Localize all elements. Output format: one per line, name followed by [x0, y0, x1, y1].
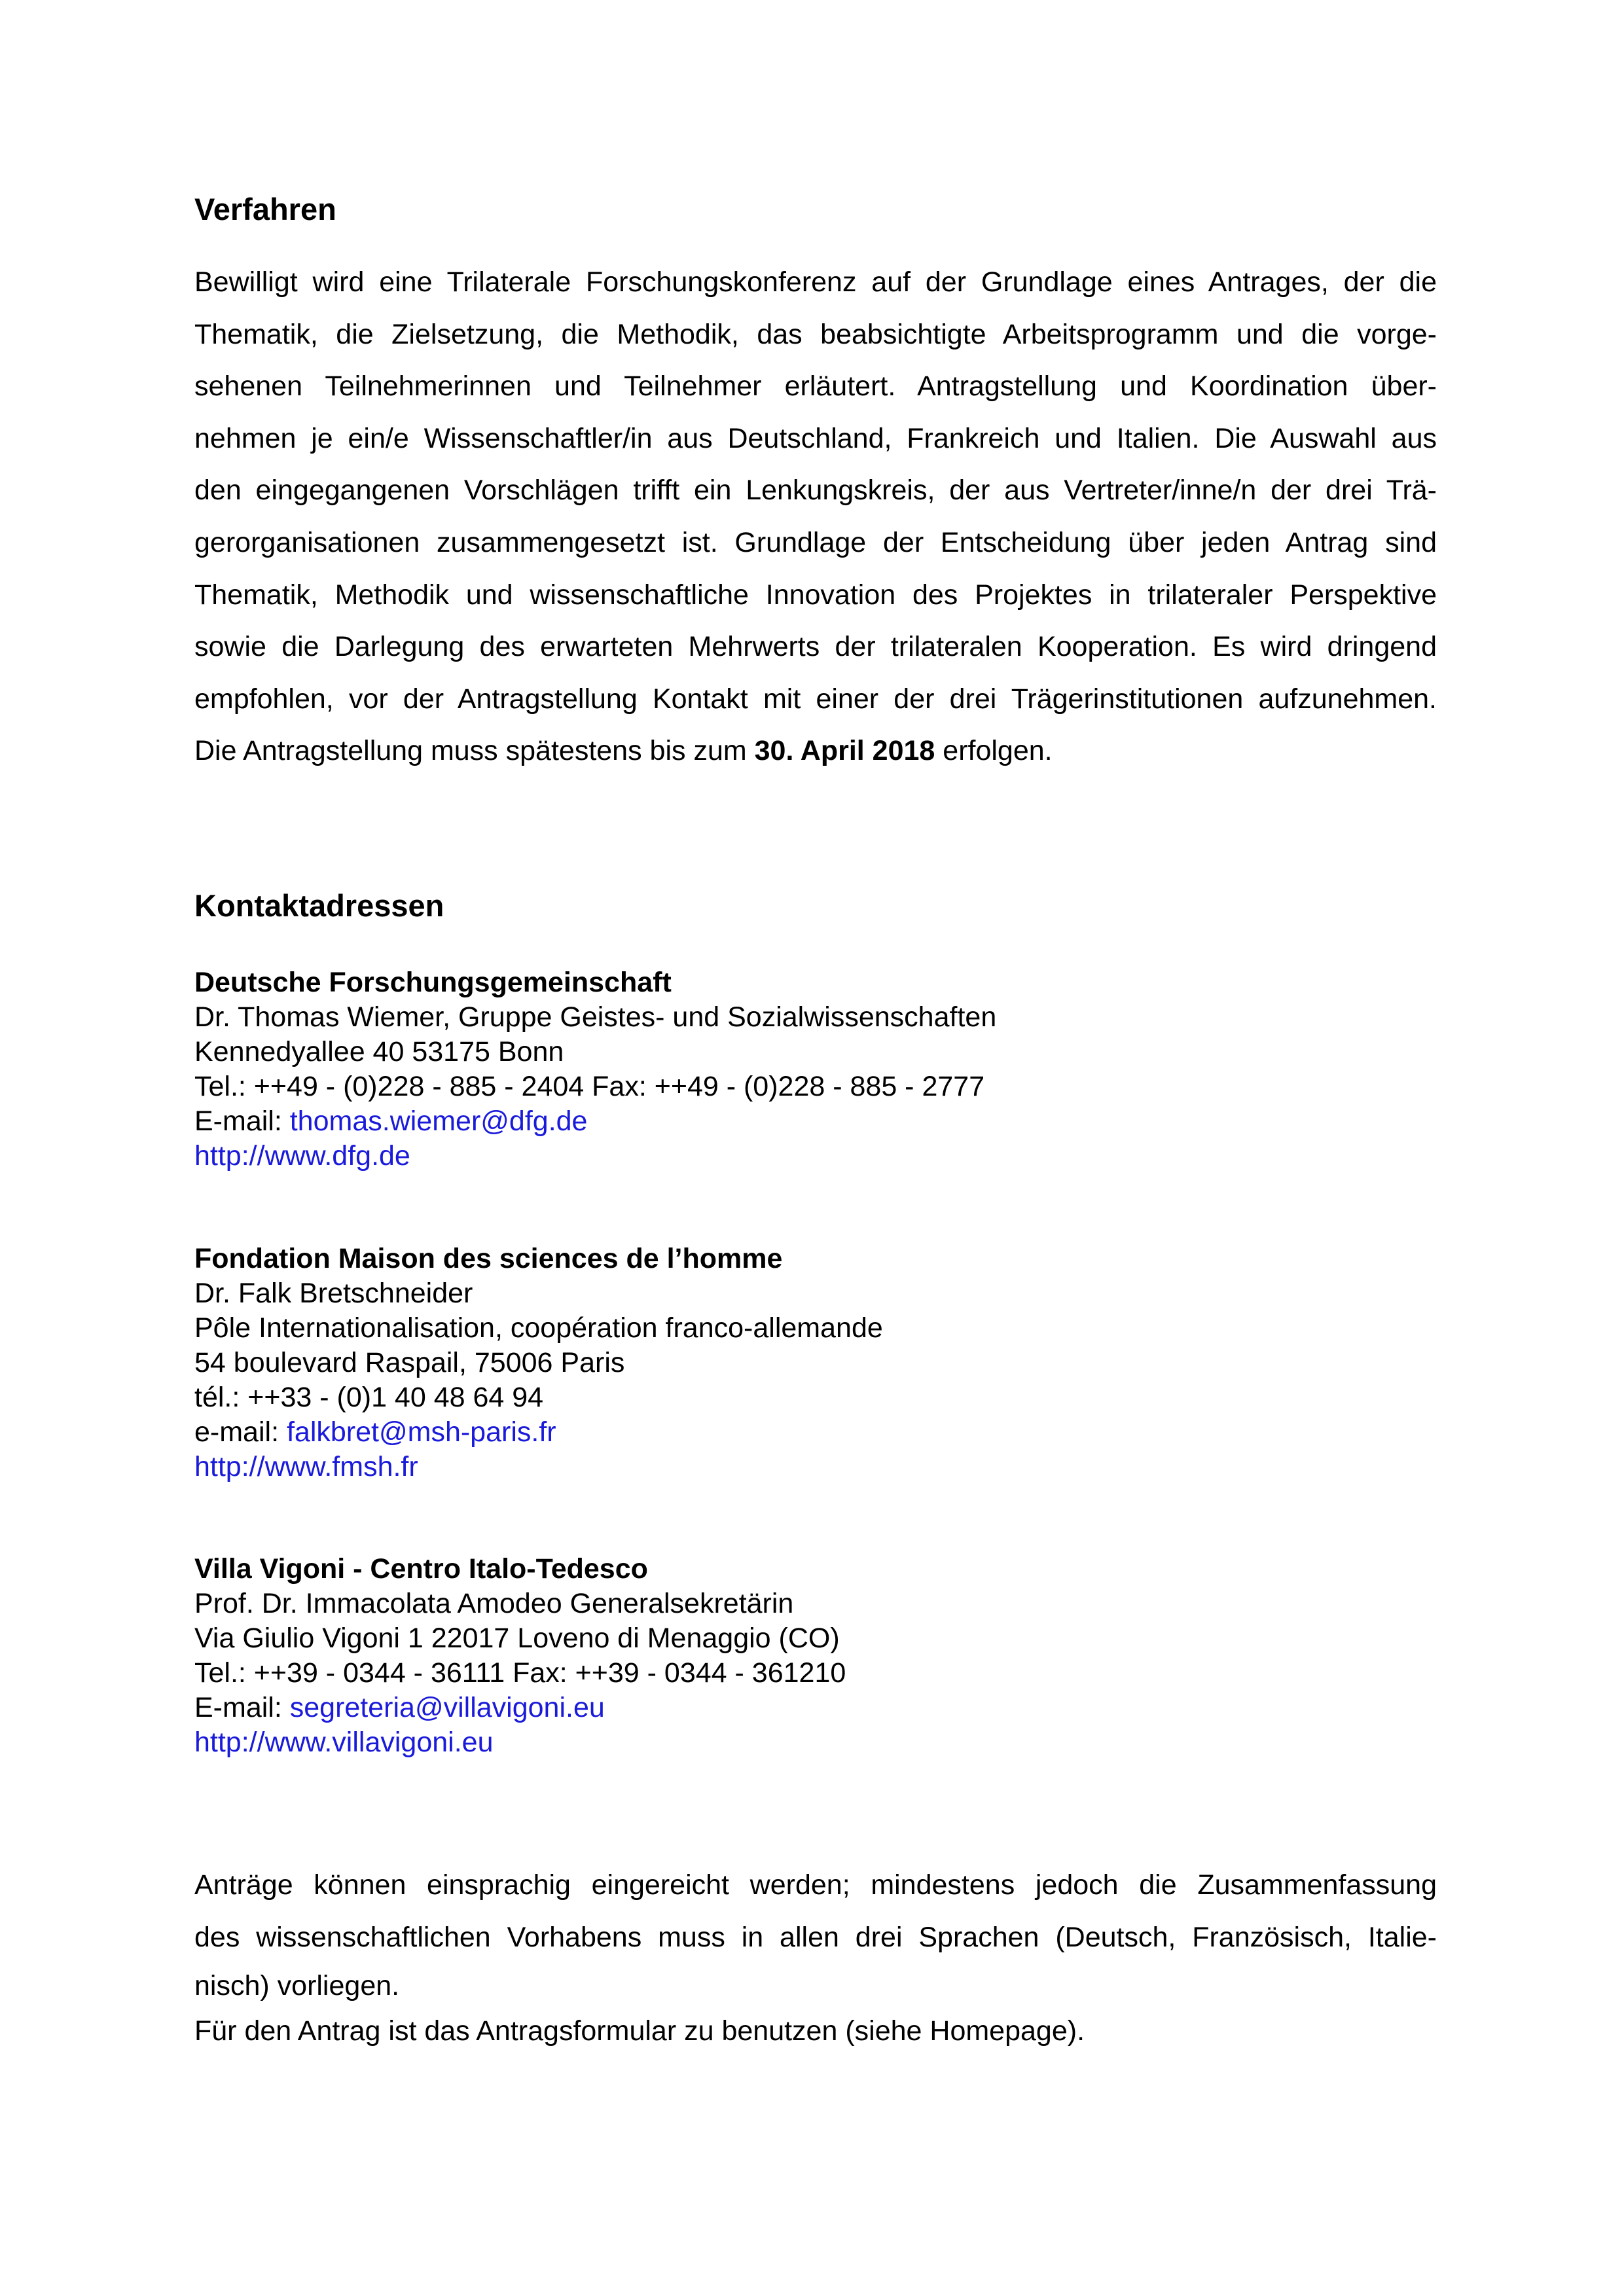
contact-org-name: Deutsche Forschungsgemeinschaft — [194, 967, 672, 998]
contact-email-row — [194, 1415, 883, 1450]
paragraph-line: Thematik, die Zielsetzung, die Methodik, das beabsichtigte Arbeitsprogramm und die vorge- — [194, 318, 1437, 350]
contact-block-dfg — [194, 965, 996, 1174]
contact-address: Kennedyallee 40 53175 Bonn — [194, 1036, 564, 1067]
contact-phone: tél.: ++33 - (0)1 40 48 64 94 — [194, 1382, 544, 1413]
contact-address: 54 boulevard Raspail, 75006 Paris — [194, 1347, 625, 1378]
paragraph-line: Für den Antrag ist das Antragsformular zu benutzen (siehe Homepage). — [194, 2015, 1085, 2047]
paragraph-line: Thematik, Methodik und wissenschaftliche Innovation des Projektes in trilateraler Perspektive — [194, 579, 1437, 611]
email-link[interactable]: segreteria@villavigoni.eu — [289, 1692, 605, 1723]
contact-org-name: Villa Vigoni - Centro Italo-Tedesco — [194, 1553, 648, 1585]
contact-person: Prof. Dr. Immacolata Amodeo Generalsekretärin — [194, 1588, 794, 1619]
deadline-prefix: Die Antragstellung muss spätestens bis zum — [194, 735, 755, 767]
email-label: e-mail: — [194, 1416, 287, 1448]
email-link[interactable]: thomas.wiemer@dfg.de — [289, 1105, 588, 1137]
paragraph-line-deadline — [194, 725, 1437, 778]
website-link[interactable]: http://www.villavigoni.eu — [194, 1727, 494, 1758]
website-link[interactable]: http://www.fmsh.fr — [194, 1451, 418, 1482]
contact-org-name: Fondation Maison des sciences de l’homme — [194, 1243, 783, 1274]
contact-block-vigoni — [194, 1552, 846, 1760]
contact-phone: Tel.: ++49 - (0)228 - 885 - 2404 Fax: ++49 - (0)228 - 885 - 2777 — [194, 1071, 985, 1102]
contact-person: Dr. Thomas Wiemer, Gruppe Geistes- und Sozialwissenschaften — [194, 1001, 997, 1033]
paragraph-line: Bewilligt wird eine Trilaterale Forschungskonferenz auf der Grundlage eines Antrages, der die — [194, 266, 1437, 298]
contact-address: Via Giulio Vigoni 1 22017 Loveno di Menaggio (CO) — [194, 1623, 840, 1654]
contact-phone: Tel.: ++39 - 0344 - 36111 Fax: ++39 - 0344 - 361210 — [194, 1657, 846, 1689]
email-label: E-mail: — [194, 1692, 290, 1723]
paragraph-line: empfohlen, vor der Antragstellung Kontakt mit einer der drei Trägerinstitutionen aufzunehmen. — [194, 683, 1437, 715]
contact-url-row — [194, 1450, 883, 1484]
deadline-suffix: erfolgen. — [935, 735, 1053, 767]
contact-email-row — [194, 1104, 996, 1139]
contact-person: Dr. Falk Bretschneider — [194, 1278, 473, 1309]
paragraph-line: Anträge können einsprachig eingereicht werden; mindestens jedoch die Zusammenfassung — [194, 1869, 1437, 1901]
paragraph-line: den eingegangenen Vorschlägen trifft ein Lenkungskreis, der aus Vertreter/inne/n der drei Trä- — [194, 475, 1437, 507]
email-link[interactable]: falkbret@msh-paris.fr — [286, 1416, 556, 1448]
contact-url-row — [194, 1139, 996, 1174]
closing-paragraph — [194, 1859, 1437, 2054]
paragraph-line: nehmen je ein/e Wissenschaftler/in aus Deutschland, Frankreich und Italien. Die Auswahl aus — [194, 422, 1437, 454]
section-title-kontakt: Kontaktadressen — [194, 888, 444, 923]
contact-email-row — [194, 1691, 846, 1725]
paragraph-line: sehenen Teilnehmerinnen und Teilnehmer erläutert. Antragstellung und Koordination über- — [194, 370, 1437, 403]
contact-department: Pôle Internationalisation, coopération franco-allemande — [194, 1312, 883, 1344]
paragraph-line: sowie die Darlegung des erwarteten Mehrwerts der trilateralen Kooperation. Es wird dringend — [194, 631, 1437, 663]
section-title-verfahren: Verfahren — [194, 192, 336, 226]
website-link[interactable]: http://www.dfg.de — [194, 1140, 410, 1172]
contact-url-row — [194, 1725, 846, 1760]
paragraph-line: des wissenschaftlichen Vorhabens muss in allen drei Sprachen (Deutsch, Französisch, Italie- — [194, 1921, 1437, 1953]
paragraph-line: nisch) vorliegen. — [194, 1970, 400, 2002]
paragraph-line: gerorganisationen zusammengesetzt ist. Grundlage der Entscheidung über jeden Antrag sind — [194, 526, 1437, 558]
email-label: E-mail: — [194, 1105, 290, 1137]
verfahren-paragraph — [194, 257, 1437, 778]
deadline-date: 30. April 2018 — [754, 735, 935, 767]
contact-block-fmsh — [194, 1242, 883, 1484]
